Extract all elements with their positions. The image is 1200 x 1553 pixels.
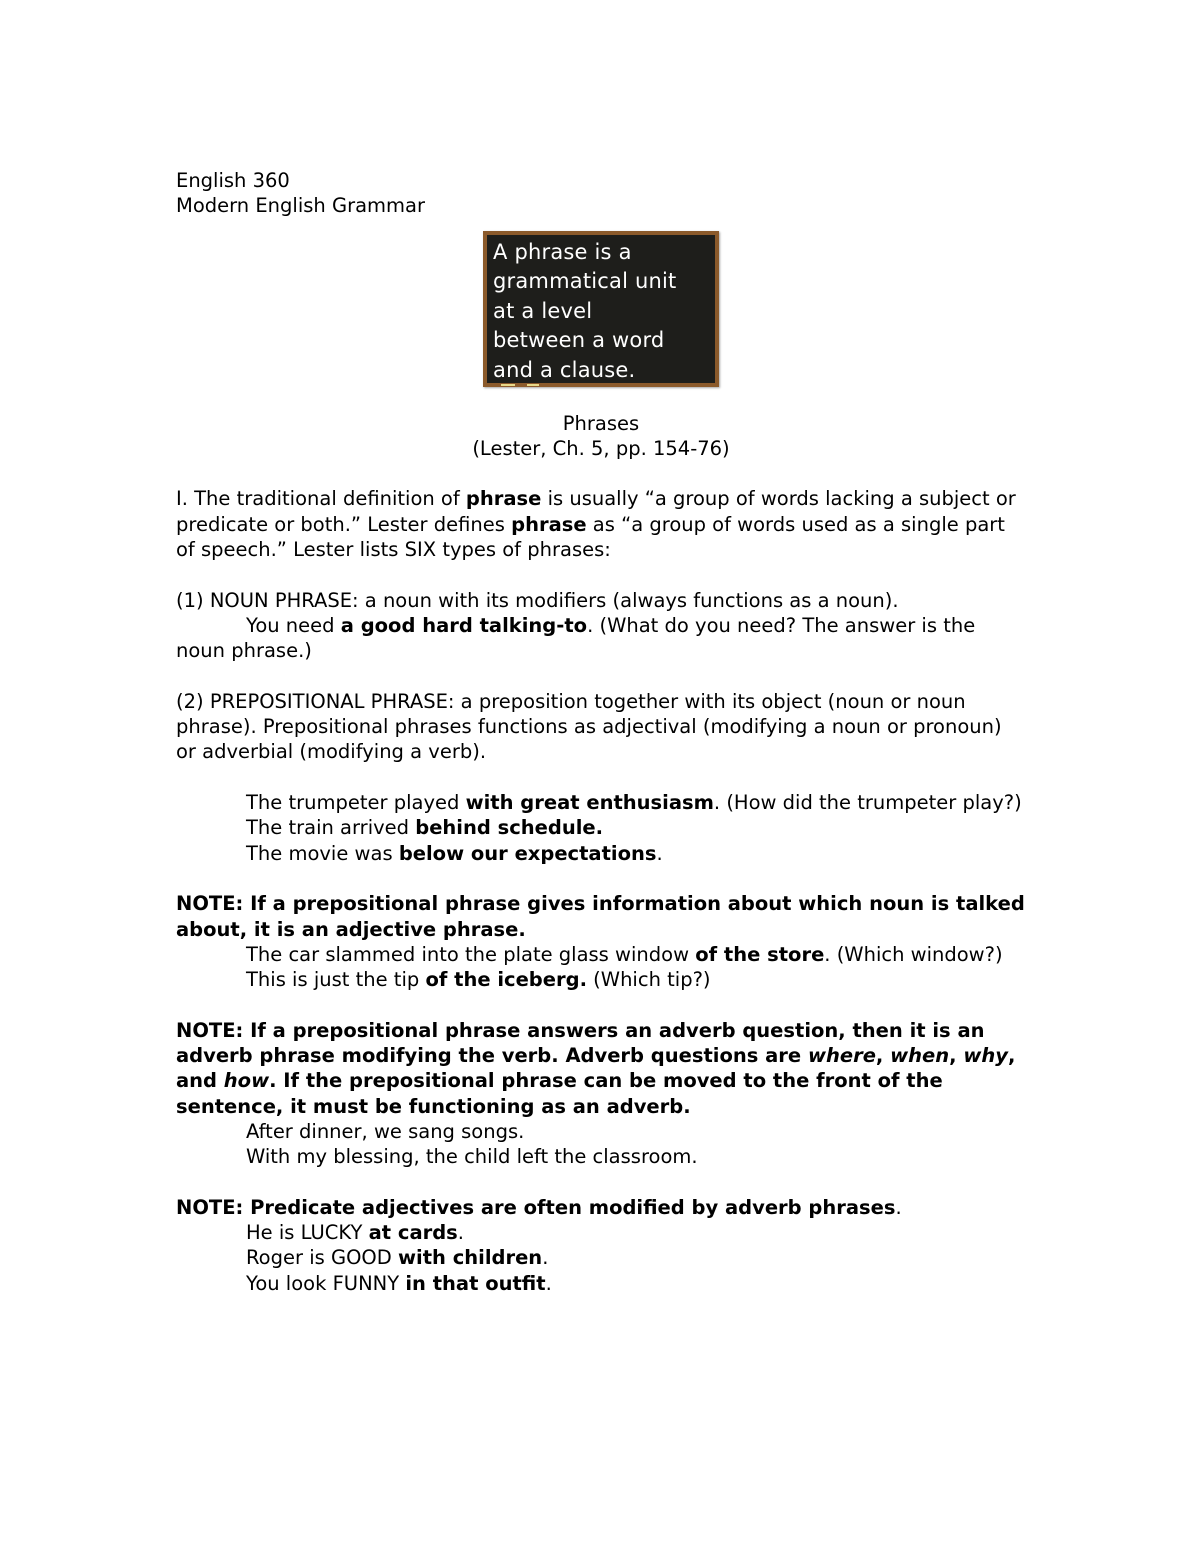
chalkboard-line: A phrase is a bbox=[493, 239, 632, 264]
example-sentence: Roger is GOOD with children. bbox=[246, 1246, 549, 1270]
note-adjective-phrase: NOTE: If a prepositional phrase gives information about which noun is talked about, it is an adjective phrase. bbox=[176, 892, 1025, 941]
noun-phrase-definition: (1) NOUN PHRASE: a noun with its modifiers (always functions as a noun). bbox=[176, 588, 899, 612]
course-number: English 360 bbox=[176, 169, 290, 192]
chalkboard bbox=[487, 235, 715, 383]
example-sentence: The car slammed into the plate glass window of the store. (Which window?) bbox=[246, 942, 1003, 966]
section-reference: (Lester, Ch. 5, pp. 154-76) bbox=[472, 436, 730, 460]
example-sentence: He is LUCKY at cards. bbox=[246, 1221, 464, 1245]
example-sentence: The train arrived behind schedule. bbox=[246, 816, 604, 840]
chalkboard-line: between a word bbox=[493, 328, 665, 353]
chalkboard-figure bbox=[176, 231, 1026, 387]
example-sentence: The trumpeter played with great enthusiasm. (How did the trumpeter play?) bbox=[246, 791, 1022, 815]
chalkboard-frame bbox=[483, 231, 719, 387]
section-title bbox=[176, 411, 1026, 462]
course-title: Modern English Grammar bbox=[176, 194, 426, 218]
document-page bbox=[176, 168, 1026, 1296]
chalk-piece bbox=[501, 384, 515, 386]
chalkboard-line: and a clause. bbox=[493, 357, 636, 382]
chalkboard-line: at a level bbox=[493, 298, 593, 323]
section-heading: Phrases bbox=[562, 411, 640, 435]
example-sentence: After dinner, we sang songs. bbox=[246, 1119, 525, 1143]
intro-paragraph: I. The traditional definition of phrase is usually “a group of words lacking a subject or predicate or both.” Lester defines phrase as “a group of words used as a single part of speech.” Lester lists SIX types of phrases: bbox=[176, 487, 1016, 562]
example-sentence: You look FUNNY in that outfit. bbox=[246, 1271, 552, 1295]
example-sentence: The movie was below our expectations. bbox=[246, 841, 663, 865]
note-predicate-adjectives: NOTE: Predicate adjectives are often modified by adverb phrases. bbox=[176, 1195, 902, 1219]
example-sentence: With my blessing, the child left the classroom. bbox=[246, 1145, 698, 1169]
chalk-piece bbox=[527, 384, 539, 386]
noun-phrase-example: You need a good hard talking-to. (What do you need? The answer is the noun phrase.) bbox=[176, 613, 976, 663]
example-sentence: This is just the tip of the iceberg. (Which tip?) bbox=[246, 968, 711, 992]
chalkboard-line: grammatical unit bbox=[493, 269, 677, 294]
note-adverb-phrase: NOTE: If a prepositional phrase answers an adverb question, then it is an adverb phrase modifying the verb. Adverb questions are where, when, why, and how. If the prepositional phrase can be moved to the front of the sentence, it must be functioning as an adverb. bbox=[176, 1018, 1016, 1118]
prepositional-phrase-definition: (2) PREPOSITIONAL PHRASE: a preposition together with its object (noun or noun phrase). Prepositional phrases functions as adjectival (modifying a noun or pronoun) or adverbial (modifying a verb). bbox=[176, 689, 1002, 764]
